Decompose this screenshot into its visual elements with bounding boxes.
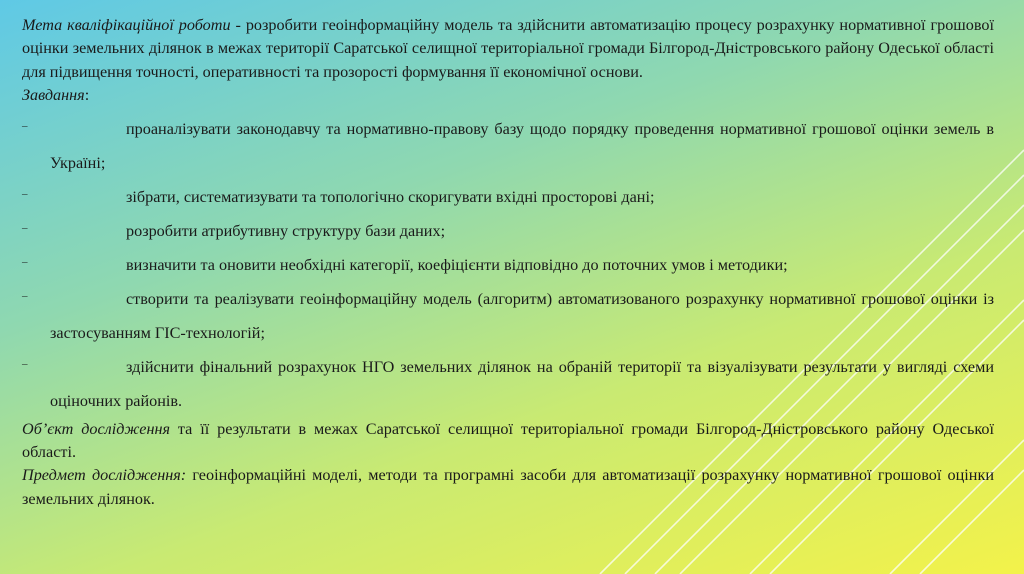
object-paragraph <box>22 418 994 465</box>
list-item <box>22 112 994 180</box>
bullet-dash: – <box>22 221 28 234</box>
list-item <box>22 282 994 350</box>
tasks-label: Завдання <box>22 86 85 105</box>
object-label: Об’єкт дослідження <box>22 419 171 438</box>
slide-content <box>22 14 994 511</box>
list-item-text: проаналізувати законодавчу та нормативно-правову базу щодо порядку проведення нормативної грошової оцінки земель в Україні; <box>50 119 994 172</box>
list-item <box>22 180 994 214</box>
list-item-text: розробити атрибутивну структуру бази даних; <box>126 221 446 240</box>
goal-label: Мета кваліфікаційної роботи <box>22 16 231 34</box>
tasks-colon: : <box>84 86 90 105</box>
bullet-dash: – <box>22 289 28 302</box>
list-item-text: визначити та оновити необхідні категорії, коефіцієнти відповідно до поточних умов і методики; <box>126 255 788 274</box>
list-item-text: зібрати, систематизувати та топологічно скоригувати вхідні просторові дані; <box>126 187 655 206</box>
bullet-dash: – <box>22 187 28 200</box>
list-item-text: здійснити фінальний розрахунок НГО земельних ділянок на обраній території та візуалізувати результати у вигляді схеми оціночних районів. <box>50 357 994 410</box>
list-item-text: створити та реалізувати геоінформаційну модель (алгоритм) автоматизованого розрахунку нормативної грошової оцінки із застосуванням ГІС-технологій; <box>50 289 994 342</box>
tasks-list <box>22 112 994 418</box>
subject-paragraph <box>22 464 994 511</box>
subject-label: Предмет дослідження: <box>22 466 187 485</box>
goal-text: - розробити геоінформаційну модель та здійснити автоматизацію процесу розрахунку нормативної грошової оцінки земельних ділянок в межах території Саратської селищної територіальної громади Білгород-Дністровського району Одеської області для підвищення точності, оперативності та прозорості формування її економічної основи. <box>22 16 994 81</box>
goal-paragraph <box>22 14 994 84</box>
bullet-dash: – <box>22 119 28 132</box>
bullet-dash: – <box>22 357 28 370</box>
tasks-heading <box>22 84 994 107</box>
list-item <box>22 350 994 418</box>
list-item <box>22 248 994 282</box>
object-text: та її результати в межах Саратської селищної територіальної громади Білгород-Дністровського району Одеської області. <box>22 419 994 462</box>
list-item <box>22 214 994 248</box>
bullet-dash: – <box>22 255 28 268</box>
subject-text: геоінформаційні моделі, методи та програмні засоби для автоматизації розрахунку нормативної грошової оцінки земельних ділянок. <box>22 466 994 508</box>
